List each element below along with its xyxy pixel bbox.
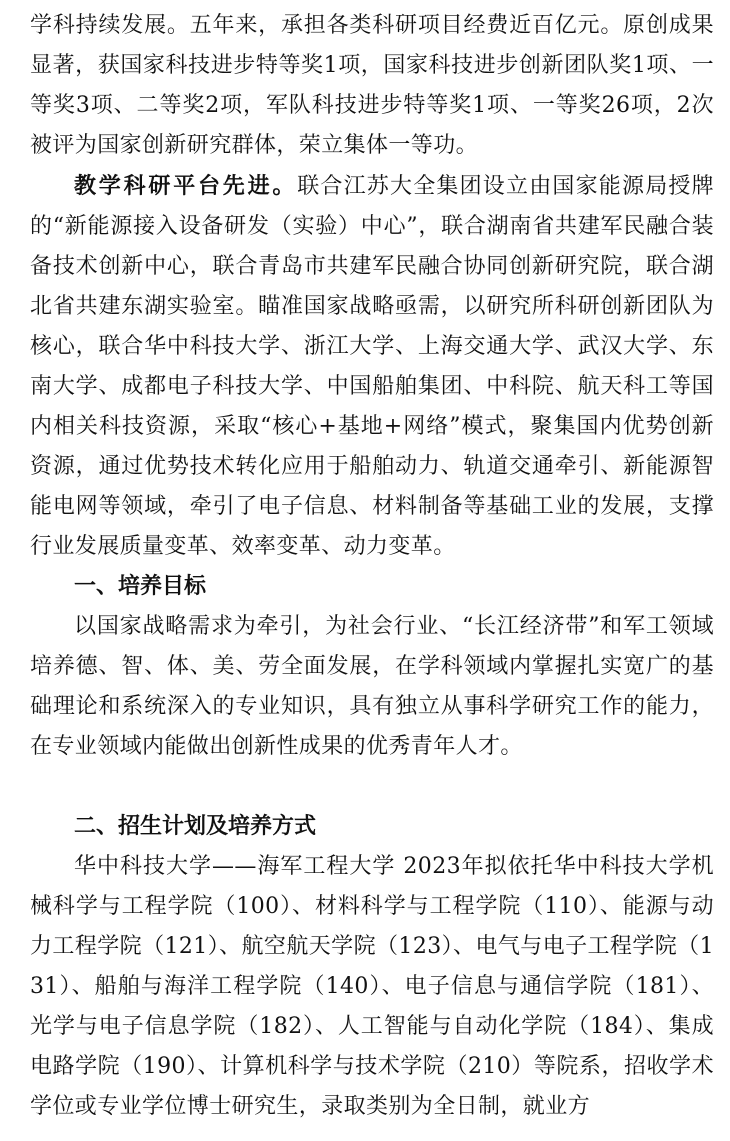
paragraph-training-goals: 以国家战略需求为牵引，为社会行业、“长江经济带”和军工领域培养德、智、体、美、劳全面发展，在学科领域内掌握扎实宽广的基础理论和系统深入的专业知识，具有独立从事科学研究工作的能力，在专业领域内能做出创新性成果的优秀青年人才。 [30, 614, 714, 759]
paragraph-research-achievements: 学科持续发展。五年来，承担各类科研项目经费近百亿元。原创成果显著，获国家科技进步特等奖1项，国家科技进步创新团队奖1项、一等奖3项、二等奖2项，军队科技进步特等奖1项、一等奖26项，2次被评为国家创新研究群体，荣立集体一等功。 [30, 13, 714, 158]
section-heading-enrollment-plan: 二、招生计划及培养方式 [74, 814, 317, 839]
paragraph-body: 联合江苏大全集团设立由国家能源局授牌的“新能源接入设备研发（实验）中心”，联合湖南省共建军民融合装备技术创新中心，联合青岛市共建军民融合协同创新研究院，联合湖北省共建东湖实验室。瞄准国家战略亟需，以研究所科研创新团队为核心，联合华中科技大学、浙江大学、上海交通大学、武汉大学、东南大学、成都电子科技大学、中国船舶集团、中科院、航天科工等国内相关科技资源，采取“核心+基地+网络”模式，聚集国内优势创新资源，通过优势技术转化应用于船舶动力、轨道交通牵引、新能源智能电网等领域，牵引了电子信息、材料制备等基础工业的发展，支撑行业发展质量变革、效率变革、动力变革。 [30, 174, 714, 559]
paragraph-lead-bold: 教学科研平台先进。 [74, 173, 298, 199]
section-heading-training-goals: 一、培养目标 [74, 574, 207, 599]
blank-line [30, 767, 714, 807]
document-page [30, 6, 714, 1127]
paragraph-enrollment-plan: 华中科技大学——海军工程大学 2023年拟依托华中科技大学机械科学与工程学院（100）、材料科学与工程学院（110）、能源与动力工程学院（121）、航空航天学院（123）、电气与电子工程学院（131）、船舶与海洋工程学院（140）、电子信息与通信学院（181）、光学与电子信息学院（182）、人工智能与自动化学院（184）、集成电路学院（190）、计算机科学与技术学院（210）等院系，招收学术学位或专业学位博士研究生，录取类别为全日制，就业方 [30, 854, 714, 1119]
paragraph-research-platform [30, 166, 714, 567]
